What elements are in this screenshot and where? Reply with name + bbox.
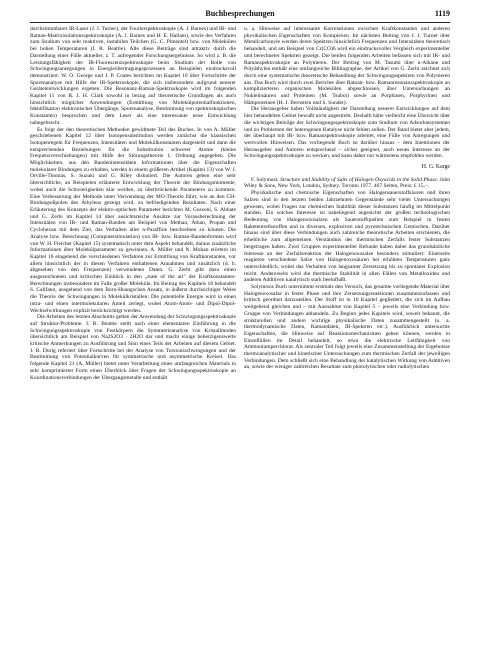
paragraph: Es folgt der den theoretischen Methoden gewidmete Teil des Buches. In von A. Müller geschriebenen Kapitel 12 über Isotopensubstitution werden zunächst die klassischen Isotopenregeln für Frequenzen, Intensitäten und Molekülkonstanten dargestellt und dann die entsprechenden Beziehungen für die Substitution schwerer Atome (kleine Frequenzverschiebungen) mit Hilfe der Störungstheorie 1. Ordnung angegeben. Die Möglichkeiten, aus den Bandenintensitäten Informationen über die Eigenschaften molekularer Bindungen zu erhalten, werden in einem größeren Artikel (Kapitel 13) von W. J. Orville-Thomas, S. Suzuki und G. Riley diskutiert. Die Autoren geben eine sehr übersichtliche, an Beispielen erläuterte Entwicklung der Theorie der Bindungsmomente, wobei auch die Schwierigkeiten klar werden, zu überbrückende Parametern zu kommen. Eine Verbesserung der Methode unter Verwendung der MO-Theorie führt, wie an den CH-Bindungsdipolen des Äthylens gezeigt wird, zu befriedigenden Resultaten. Nach einer Erläuterung des Konzepts der elektro-optischen Parameter berichten M. Gussoni, S. Abbate und G. Zerbi im Kapitel 14 über ausichtsreiche Ansätze zur Vorausberechnung der Intensitäten von IR- und Raman-Banden am Beispiel von Methan, Äthan, Propan und Cyclohexan mit dem Ziel, das Verhalten aller n-Paraffine beschreiben zu können. Die Analyse bzw. Berechnung (Computersimulation) von IR- bzw. Raman-Bandenformen wird von W. H. Fletcher (Kapitel 15) systematisch unter dem Aspekt behandelt, daraus zusätzliche Informationen über Molekülparameter zu gewinnen. A. Müller und N. Mohan erörtern im Kapitel 16 eingehend die verschiedenen Verfahren zur Ermittlung von Kraftkonstanten, vor allem hinsichtlich der in diesen Verfahren enthaltenen Annahmen und zusätzlich (d. h. abgesehen von den Frequenzen) verwendeten Daten. G. Zerbi gibt dazu einen ausgezeichneten und kritischen Einblick in den „state of the art" der Kraftkonstanten-Berechnungen insbesondere im Falle großer Moleküle. Im Beitrag des Kapitels 18 behandelt S. Califano, ausgehend von dem Born-Huangschen Ansatz, in äußerst durchsichtiger Weise die Theorie der Schwingungen in Molekülkristallen: Die potentielle Energie wird in einen intra- und einen intermolekularen Anteil zerlegt, wobei Atom-Atom- und Dipol-Dipol-Wechselwirkungen explizit berücksichtigt werden. <box>30 126 236 314</box>
review-heading <box>244 177 450 190</box>
review-book-title: Structure and Stability of Salts of Halogen Oxyacids in the Solid Phase. <box>280 176 439 183</box>
paragraph: durchstimmbarer IR-Laser (J. J. Turner), der Fourierspektroskopie (A. J. Barnes) und IR- und Raman-Matrixisolationsspektroskopie (A. J. Barnes und H. E. Hallam), sowie des Verfahren zum Studium von sehr reaktiven, instabilen Teilchen (G. C. Pimentel) bzw. von Molekülen bei hohen Temperaturen (I. R. Beattie). Alle diese Beiträge sind attraktiv durch die Darstellung einer Fülle aktueller, z. T. aufregender Forschungsergebnisse. So wird z. B. die Leistungsfähigkeit der IR-Fluoreszenzspektroskopie beim Studium der Rolle von Schwingungsanregungen in Energieübertragungsprozessen an Beispielen eindrucksvoll demonstriert. W. O. George und J. P. Coates berichten im Kapitel 10 über Fortschritte der Spurenanalyse mit Hilfe der IR-Spektroskopie, die sich insbesondere aufgrund neuerer Gerätetentwicklungen ergeben. Die Resonanz-Raman-Spektroskopie wird im folgenden Kapitel 11 von R. J. H. Clark sowohl in bezug auf theoretische Grundlagen als auch hinsichtlich möglicher Anwendungen (Ermittlung von Molekülpotentialfunktionen, Identifikation elektronischer Übergänge, Spurenanalyse, Bestimmung von spektroskopischen Konstanten) besprochen und dem Leser als eine interessante neue Entwicklung nahegebracht. <box>30 26 236 126</box>
paragraph: u. a. Hinweise auf interessante Korrelationen zwischen Kraftkonstanten und anderen physikalischen Eigenschaften von Komplexen. Im nächsten Beitrag von J. J. Turner über Metallcarbonyle werden deren Spektren hinsichtlich Frequenzen und Intensitäten theoretisch behandelt, und am Beispiel von Cr(CO)6 wird ein eindrucksvoller Vergleich experimenteller und berechneter Spektren gezeigt. Die beiden folgenden Arbeiten befassen sich mit IR- und Ramanspektroskopie an Polymeren. Der Beitrag von M. Tasumi über n-Alkane und Polyäthylen enthält eine umfangreiche Bibliographie, der Artikel von G. Zerbi zeichnet sich durch eine systematische theoretische Behandlung der Schwingungsspektren von Polymeren aus. Das Buch wird durch zwei Berichte über Raman- bzw. Ramanresonanzspektroskopie an komplizierteren organischen Molekülen abgeschlossen, über Untersuchungen an Nukleinsäuren und Proteinen (M. Tsuboi) sowie an Porphinen, Porphyrinen und Hämproteinen (H. J. Bernstein und S. Sunder). <box>244 26 450 106</box>
paragraph: Physikalische und chemische Eigenschaften von Halogensauerstoffsäuren und ihren Salzen sind in den letzten beiden Jahrzehnten Gegenstände sehr vieler Untersuchungen gewesen, wobei Fragen zur chemischen Stabilität dieser Substanzen häufig im Mittelpunkt standen. Ein solches Interesse ist naheliegend angesichts der großen technologischen Bedeutung von Halogenoxosalzen als Sauerstoffquellen zum Beispiel in festen Raketentreibstoffen und in diversen, explosiven und pyrotechnischen Gemischen. Darüber hinaus sind über diese Verbindungen auch zahlreiche theoretische Arbeiten erschienen, die erhebliche zum allgemeinen Verständnis des thermischen Zerfalls fester Substanzen beigetragen haben. Zwei Gruppen experimenteller Befunde haben dabei das grundsätzliche Interesse an der Zerfallsreaktion der Halogenoxosalze besonders stimuliert: Einerseits reagieren verschiedene Salze von Halogenoxosäuren bei erhöhten Temperaturen ganz unterschiedlich, wobei das Verhalten von langsamer Zersetzung bis zu spontaner Explosion reicht. Andererseits wird die thermische Stabilität in allen Fällen von Metalloxiden und anderen Additiven katalytisch stark beeinflußt. <box>244 190 450 284</box>
left-column <box>30 26 236 652</box>
review-publisher: John Wiley & Sons, New York, London, Sydney, Toronto 1977. 467 Seiten, Preis: £ 15,–. <box>244 176 450 190</box>
section-title: Buchbesprechungen <box>205 9 275 18</box>
right-column <box>244 26 450 652</box>
paragraph: Die Arbeiten des letzten Abschnitts gelten der Anwendung der Schwingungsspektroskopie auf Struktur-Probleme. I. R. Beattie stellt nach einer elementaren Einführung in die Schwingungsspektroskopie von Festkörpern die Symmetrieanalyse von Kristallmoden übersichtlich am Beispiel von Na2S2O3 · 2H2O dar und macht einige beherzigenswerte kritische Anmerkungen zu Ausführung und Sinn eines Teils der Arbeiten auf diesem Gebiet. J. R. Durig referiert über Fortschritte bei der Analyse von Torsionsschwingungen und der Bestimmung von Potentialkurven für symmetrische und asymmetrische Kreisel. Das folgende Kapitel 21 (A. Müller) bietet unter Verarbeitung eines umfangreichen Materials in sehr komprimierter Form einen Überblick über Fragen der Schwingungsspektroskopie an Koordinationsverbindungen der Übergangsmetalle und enthält <box>30 314 236 381</box>
paragraph: Solymosis Buch unternimmt erstmals den Versuch, das gesamte vorliegende Material über Halogenoxosalze in fester Phase und ihre Zersetzungsreaktionen zusammenzufassen und kritisch geordnet darzustellen. Der Stoff ist in 10 Kapitel gegliedert, die sich im Aufbau weitgehend gleichen und – mit Ausnahme von Kapitel 5 – jeweils eine Verbindung bzw. Gruppe von Verbindungen abhandeln. Zu Beginn jedes Kapitels wird, soweit bekannt, die strukturellen und andere wichtige physikalische Daten zusammengestellt (u. a. thermodynamische Daten, Ramandaten, IR-Spektren etc.). Ausführlich untersuchte Eigenschaften, die Hinweise auf Reaktionsmechanismen geben können, werden in Einzelfällen im Detail behandelt, so etwa die elektrische Leitfähigkeit von Ammoniumperchlorat. Als zentraler Teil folgt jeweils eine Zusammenstellung der Ergebnisse thermoanalytischer und kinetischer Untersuchungen zum thermischen Zerfall der jeweiligen Verbindungen. Dem schließt sich eine Behandlung der katalytischen Wirkung von Additiven an, sowie der weniger zahlreichen Resultate zum photolytischen oder radiolytischen <box>244 284 450 371</box>
page-number: 1119 <box>434 9 450 18</box>
page-header <box>30 8 450 23</box>
review-author: F. Solymosi: <box>251 176 279 183</box>
paragraph: Die Herausgeber haben Vollständigkeit der Darstellung neuerer Entwicklungen auf dem hier behandelten Gebiet bewußt nicht angestrebt. Deshalb hätte vielleicht eine Übersicht über die wichtigen Beiträge der Schwingungsspektroskopie zum Studium von Adsorbatsystemen und zu Problemen der heterogenen Katalyse nicht fehlen sollen. Der Band bietet aber jedem, der überhaupt mit IR- bzw. Ramanspektroskopie arbeitet, eine Fülle von Anregungen und wertvollen Hinweisen. Das vorliegende Buch ist darüber hinaus – dem Intentionen der Herausgeber und Autoren entsprechend – sicher geeignet, auch neues Interesse an der Schwingungsspektroskopie zu wecken, und kann daher nur wärmstens empfohlen werden. <box>244 106 450 160</box>
reviewer-signature: H. G. Karge <box>421 164 450 171</box>
